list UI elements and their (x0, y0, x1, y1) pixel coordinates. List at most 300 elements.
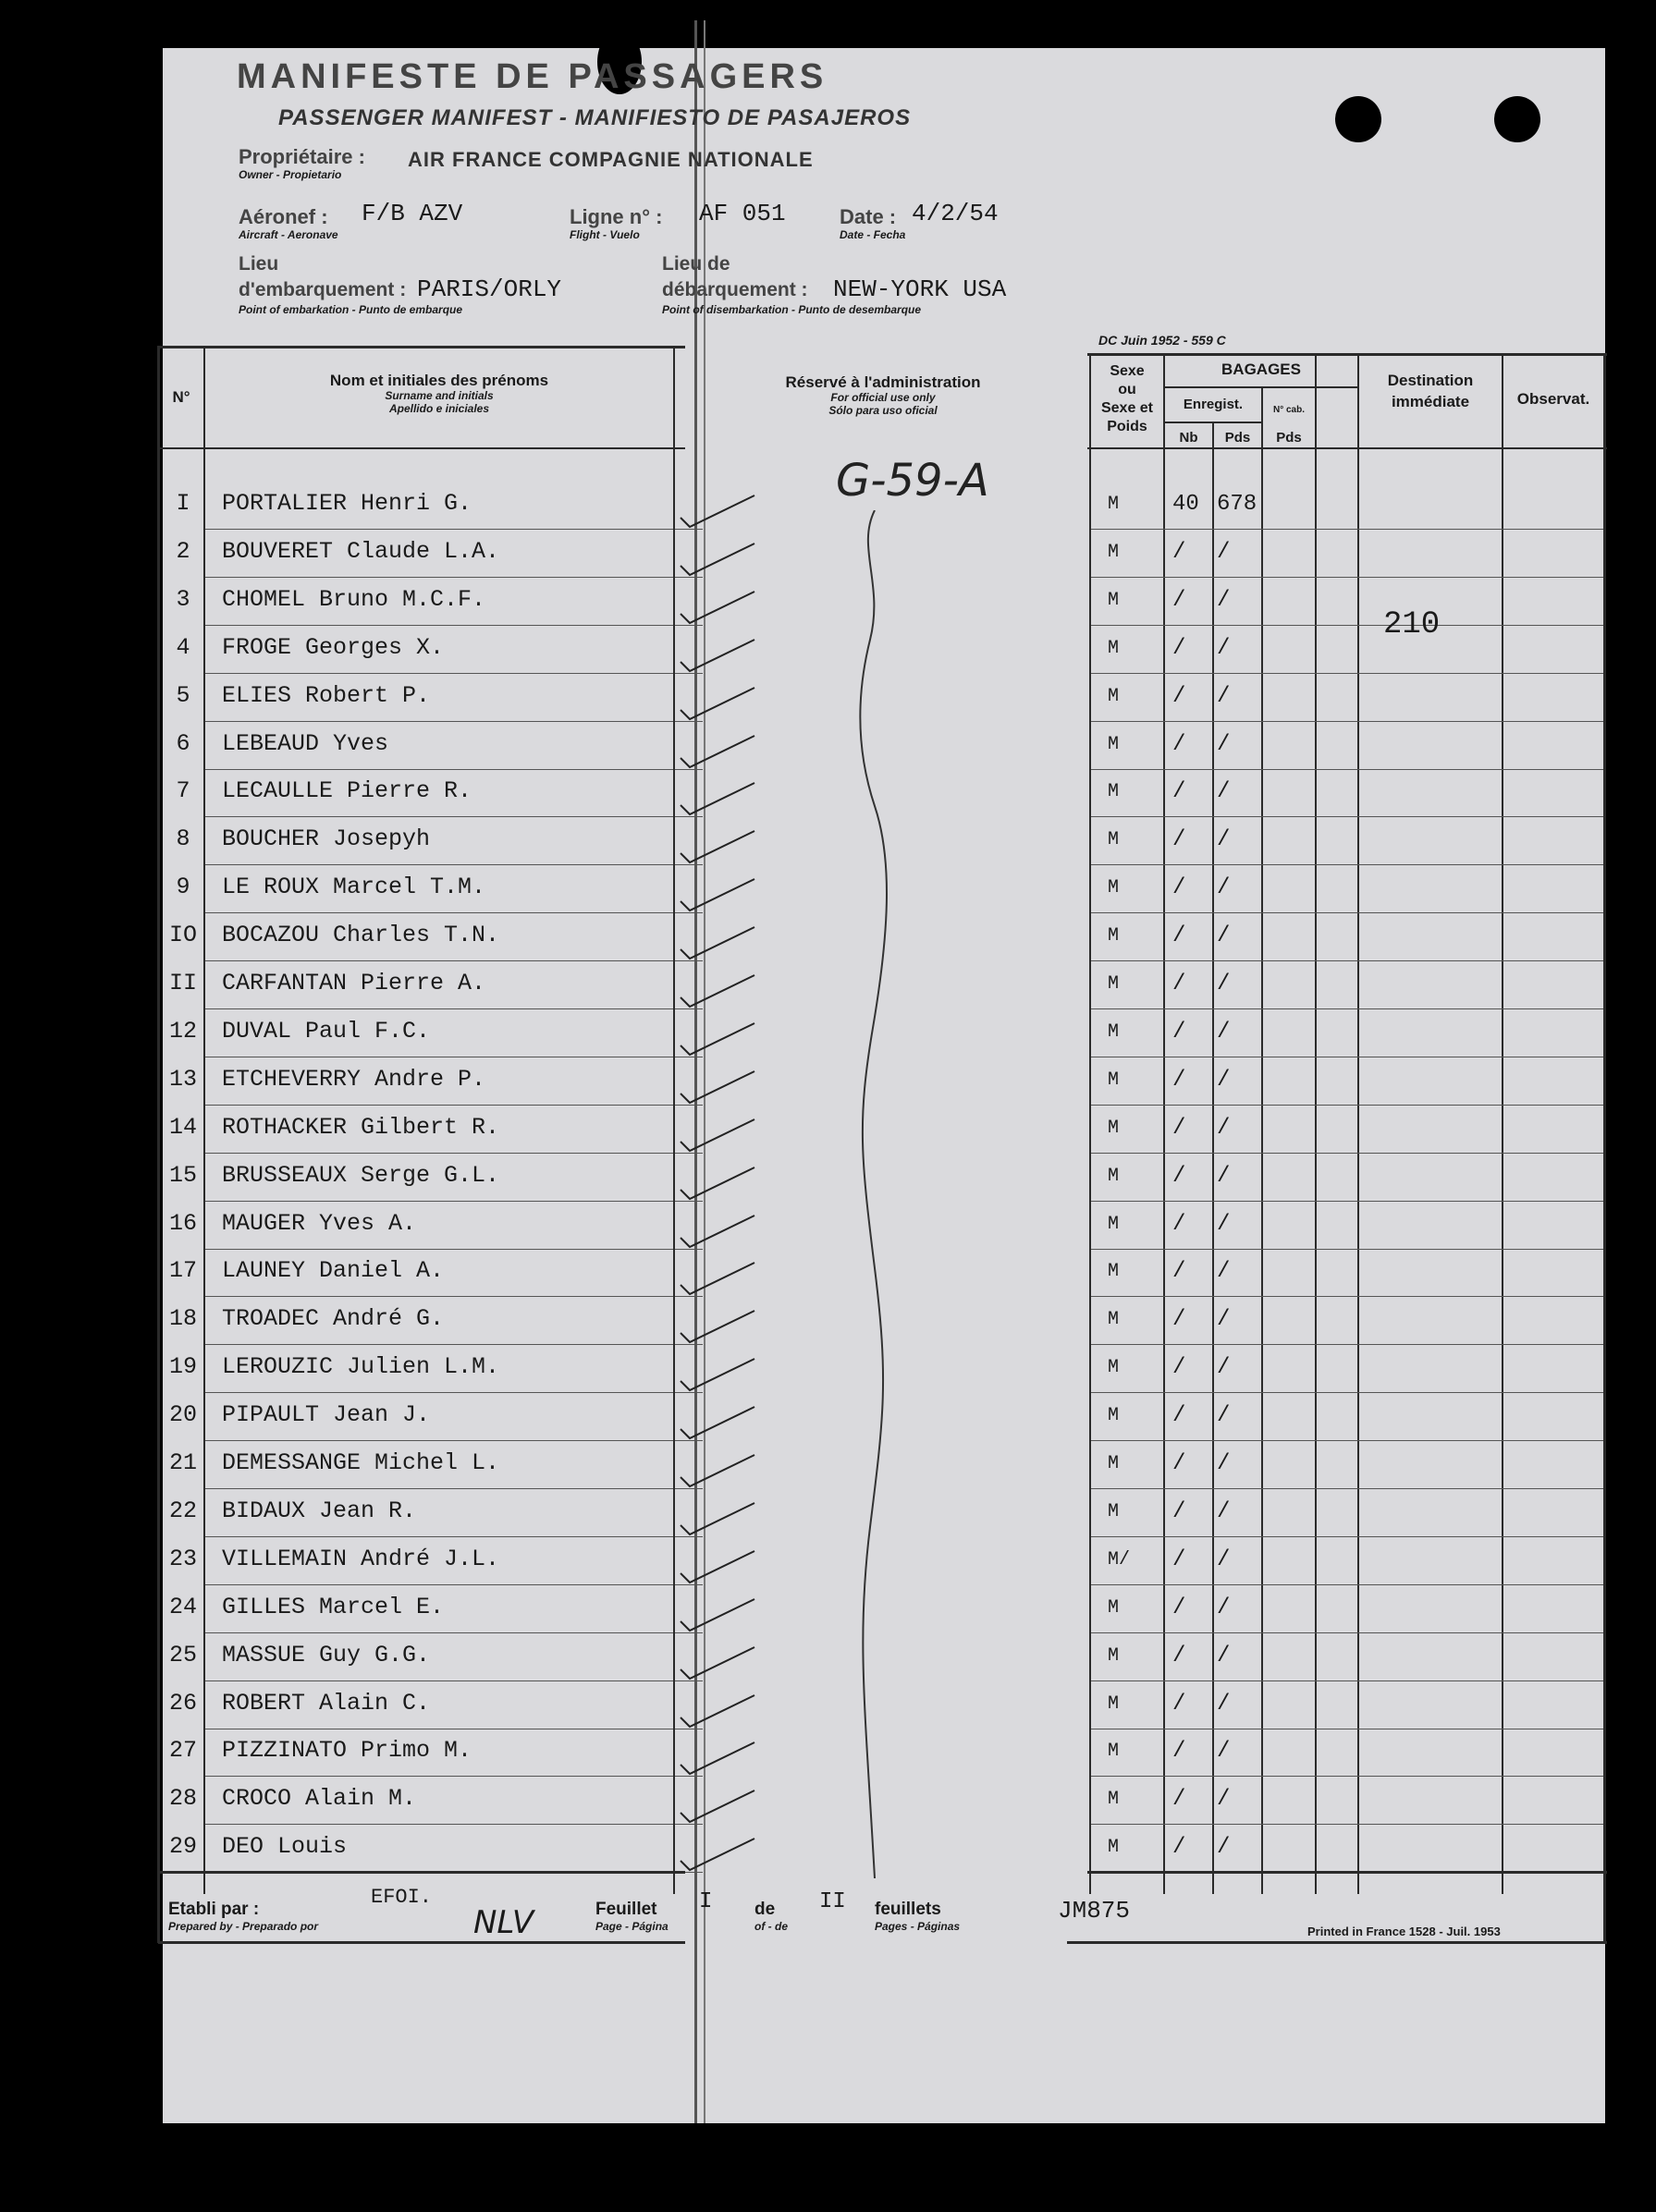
passenger-name: LEROUZIC Julien L.M. (222, 1353, 500, 1380)
footer-top-line (158, 1871, 685, 1874)
baggage-nb: / (1172, 1787, 1186, 1812)
prepared-label: Etabli par : (168, 1900, 260, 1919)
punch-hole-right-1 (1335, 96, 1381, 142)
passenger-name: PIZZINATO Primo M. (222, 1737, 472, 1764)
row-line-right (1091, 577, 1603, 578)
row-number: 2 (176, 538, 190, 565)
passenger-name: CROCO Alain M. (222, 1785, 417, 1812)
row-line-right (1091, 1392, 1603, 1393)
row-line (205, 1776, 673, 1777)
baggage-pds: / (1217, 1212, 1231, 1237)
passenger-name: PORTALIER Henri G. (222, 490, 472, 517)
col-header-no: N° (172, 388, 190, 406)
admin-check-mark (677, 1451, 760, 1488)
passenger-name: CHOMEL Bruno M.C.F. (222, 586, 486, 613)
baggage-pds: / (1217, 875, 1231, 900)
embark-value: PARIS/ORLY (417, 275, 562, 303)
passenger-name: ROTHACKER Gilbert R. (222, 1114, 500, 1141)
row-line (205, 1632, 673, 1633)
col-header-sex-1: Sexe (1110, 363, 1145, 379)
admin-check-mark (677, 1212, 760, 1249)
baggage-nb: / (1172, 1499, 1186, 1524)
passenger-name: BOCAZOU Charles T.N. (222, 922, 500, 948)
baggage-nb: / (1172, 732, 1186, 757)
row-number: 14 (168, 1114, 197, 1141)
row-number: 20 (168, 1401, 197, 1428)
baggage-pds: / (1217, 684, 1231, 709)
row-line-right (1091, 1824, 1603, 1825)
baggage-nb: / (1172, 1644, 1186, 1668)
row-number: 29 (168, 1833, 197, 1860)
row-line-admin (675, 1536, 703, 1537)
admin-check-mark (677, 1692, 760, 1729)
row-line (205, 577, 673, 578)
table-header-bottom (158, 447, 685, 449)
baggage-nb: / (1172, 540, 1186, 565)
passenger-name: VILLEMAIN André J.L. (222, 1546, 500, 1572)
baggage-pds: / (1217, 1787, 1231, 1812)
row-line-admin (675, 577, 703, 578)
of-sub: of - de (754, 1920, 788, 1933)
passenger-sex: M (1108, 1693, 1120, 1715)
admin-check-mark (677, 1499, 760, 1536)
baggage-nb: / (1172, 1403, 1186, 1428)
col-header-dest-2: immédiate (1391, 393, 1470, 410)
baggage-pds: / (1217, 1307, 1231, 1332)
row-number: II (168, 970, 197, 996)
prepared-sub: Prepared by - Preparado por (168, 1920, 319, 1933)
row-line (205, 721, 673, 722)
passenger-sex: M (1108, 590, 1120, 611)
date-label-sub: Date - Fecha (840, 228, 906, 241)
disembark-value: NEW-YORK USA (833, 275, 1007, 303)
passenger-name: ETCHEVERRY Andre P. (222, 1066, 486, 1093)
passenger-sex: M (1108, 1789, 1120, 1810)
row-line (205, 1201, 673, 1202)
row-line (205, 673, 673, 674)
passenger-name: GILLES Marcel E. (222, 1594, 445, 1620)
disembark-label-1: Lieu de (662, 253, 730, 275)
col-header-sex-4: Poids (1107, 419, 1147, 434)
col-header-baggage: BAGAGES (1221, 361, 1301, 378)
destination-note: 210 (1383, 607, 1441, 642)
admin-check-mark (677, 1835, 760, 1872)
baggage-nb: / (1172, 1164, 1186, 1189)
row-line-admin (675, 1824, 703, 1825)
row-line (205, 1344, 673, 1345)
row-line-right (1091, 1776, 1603, 1777)
admin-check-mark (677, 1164, 760, 1201)
row-line-admin (675, 1680, 703, 1681)
aircraft-label-sub: Aircraft - Aeronave (239, 228, 338, 241)
baggage-nb: / (1172, 1020, 1186, 1045)
row-line-admin (675, 1584, 703, 1585)
passenger-sex: M (1108, 638, 1120, 659)
form-code: JM875 (1058, 1897, 1131, 1925)
baggage-pds: / (1217, 1692, 1231, 1717)
of-label: de (754, 1900, 776, 1919)
row-line-admin (675, 769, 703, 770)
row-line-right (1091, 1153, 1603, 1154)
row-number: 24 (168, 1594, 197, 1620)
passenger-name: LAUNEY Daniel A. (222, 1257, 445, 1284)
admin-check-mark (677, 1068, 760, 1105)
passenger-sex: M (1108, 1501, 1120, 1522)
baggage-nb: / (1172, 1692, 1186, 1717)
col-line-left (157, 346, 160, 1894)
row-line-right (1091, 673, 1603, 674)
baggage-nb: / (1172, 1068, 1186, 1093)
row-line-admin (675, 1440, 703, 1441)
passenger-sex: M (1108, 686, 1120, 707)
row-line (205, 529, 673, 530)
col-header-name-label: Nom et initiales des prénoms (329, 372, 549, 389)
baggage-pds: / (1217, 1068, 1231, 1093)
row-number: 18 (168, 1305, 197, 1332)
baggage-nb: / (1172, 1595, 1186, 1620)
baggage-nb: / (1172, 588, 1186, 613)
admin-check-mark (677, 1403, 760, 1440)
row-number: 9 (176, 874, 190, 900)
baggage-pds: 678 (1217, 492, 1257, 517)
admin-check-mark (677, 923, 760, 960)
total-value: II (819, 1889, 846, 1914)
row-number: 15 (168, 1162, 197, 1189)
row-line-right (1091, 1296, 1603, 1297)
admin-check-mark (677, 1116, 760, 1153)
table-top-left (158, 346, 685, 348)
row-number: 27 (168, 1737, 197, 1764)
baggage-nb: / (1172, 684, 1186, 709)
admin-check-mark (677, 1739, 760, 1776)
row-number: IO (168, 922, 197, 948)
aircraft-label: Aéronef : (239, 205, 328, 228)
row-line-admin (675, 912, 703, 913)
col-header-sex-2: ou (1118, 382, 1136, 397)
baggage-pds: / (1217, 779, 1231, 804)
row-line-admin (675, 529, 703, 530)
row-number: 28 (168, 1785, 197, 1812)
row-line (205, 1392, 673, 1393)
row-line-right (1091, 960, 1603, 961)
row-line-admin (675, 1008, 703, 1009)
row-line-admin (675, 864, 703, 865)
baggage-nb: / (1172, 875, 1186, 900)
passenger-sex: M (1108, 734, 1120, 755)
admin-check-mark (677, 1259, 760, 1296)
row-line (205, 1440, 673, 1441)
row-number: 17 (168, 1257, 197, 1284)
row-number: 19 (168, 1353, 197, 1380)
baggage-nb: / (1172, 972, 1186, 996)
owner-label-sub: Owner - Propietario (239, 168, 342, 181)
passenger-sex: M (1108, 781, 1120, 802)
col-header-registered: Enregist. (1183, 397, 1244, 412)
row-line-right (1091, 1584, 1603, 1585)
passenger-name: ROBERT Alain C. (222, 1690, 431, 1717)
passenger-sex: M (1108, 829, 1120, 850)
passenger-sex: M (1108, 1118, 1120, 1139)
baggage-pds: / (1217, 1595, 1231, 1620)
passenger-name: LEBEAUD Yves (222, 730, 389, 757)
passenger-name: BRUSSEAUX Serge G.L. (222, 1162, 500, 1189)
admin-check-mark (677, 779, 760, 816)
admin-check-mark (677, 1547, 760, 1584)
row-line-admin (675, 1392, 703, 1393)
passenger-sex: M (1108, 1645, 1120, 1667)
admin-check-mark (677, 636, 760, 673)
col-header-nb: Nb (1179, 430, 1198, 446)
col-line-nb (1163, 353, 1165, 1894)
embark-label-2: d'embarquement : (239, 279, 407, 300)
row-line-right (1091, 1008, 1603, 1009)
prepared-value: EFOI. (371, 1886, 433, 1909)
baggage-nb: / (1172, 1307, 1186, 1332)
admin-check-mark (677, 540, 760, 577)
baggage-nb: / (1172, 923, 1186, 948)
passenger-sex: M (1108, 1453, 1120, 1474)
baggage-nb: / (1172, 827, 1186, 852)
baggage-pds: / (1217, 636, 1231, 661)
admin-wavy-line (847, 510, 902, 1878)
passenger-name: LECAULLE Pierre R. (222, 777, 472, 804)
baggage-pds: / (1217, 1259, 1231, 1284)
row-line-admin (675, 625, 703, 626)
row-line-right (1091, 1344, 1603, 1345)
row-number: 13 (168, 1066, 197, 1093)
baggage-pds: / (1217, 540, 1231, 565)
baggage-pds: / (1217, 588, 1231, 613)
baggage-pds: / (1217, 923, 1231, 948)
passenger-name: FROGE Georges X. (222, 634, 445, 661)
owner-value: AIR FRANCE COMPAGNIE NATIONALE (408, 148, 814, 171)
row-line-admin (675, 1344, 703, 1345)
baggage-nb: / (1172, 1451, 1186, 1476)
baggage-pds: / (1217, 827, 1231, 852)
row-line-right (1091, 1680, 1603, 1681)
col-header-name-sub2: Apellido e iniciales (388, 402, 490, 415)
row-line-right (1091, 816, 1603, 817)
col-header-dest-1: Destination (1387, 372, 1474, 389)
row-line-admin (675, 1153, 703, 1154)
passenger-sex: M (1108, 1357, 1120, 1378)
baggage-pds: / (1217, 1499, 1231, 1524)
passenger-sex: M (1108, 1741, 1120, 1762)
passenger-name: CARFANTAN Pierre A. (222, 970, 486, 996)
col-line-name (673, 346, 675, 1894)
row-number: 6 (176, 730, 190, 757)
baggage-pds: / (1217, 1547, 1231, 1572)
row-line-admin (675, 1249, 703, 1250)
row-line (205, 1249, 673, 1250)
row-line (205, 912, 673, 913)
passenger-name: DEMESSANGE Michel L. (222, 1449, 500, 1476)
baggage-nb: / (1172, 1547, 1186, 1572)
row-line-right (1091, 864, 1603, 865)
col-header-sex (1091, 362, 1163, 436)
admin-check-mark (677, 972, 760, 1008)
baggage-nb: / (1172, 1116, 1186, 1141)
row-line-admin (675, 816, 703, 817)
passenger-name: MAUGER Yves A. (222, 1210, 417, 1237)
passenger-name: TROADEC André G. (222, 1305, 445, 1332)
passenger-name: DEO Louis (222, 1833, 348, 1860)
row-line (205, 1824, 673, 1825)
passenger-sex: M (1108, 1261, 1120, 1282)
row-number: 26 (168, 1690, 197, 1717)
row-number: 5 (176, 682, 190, 709)
row-line-admin (675, 721, 703, 722)
col-header-name-sub1: Surname and initials (385, 389, 494, 402)
col-line-pds (1212, 422, 1214, 1894)
baggage-nb: / (1172, 1355, 1186, 1380)
manifest-sheet (163, 48, 1605, 2123)
row-line-admin (675, 1776, 703, 1777)
footer-frame-left (157, 1871, 160, 1943)
col-header-observations: Observat. (1516, 390, 1590, 408)
row-line (205, 1008, 673, 1009)
owner-label: Propriétaire : (239, 145, 365, 168)
row-line (205, 1584, 673, 1585)
row-line-right (1091, 1440, 1603, 1441)
row-number: 16 (168, 1210, 197, 1237)
row-line-right (1091, 529, 1603, 530)
baggage-pds: / (1217, 1451, 1231, 1476)
row-number: I (176, 490, 190, 517)
baggage-pds: / (1217, 732, 1231, 757)
row-line-right (1091, 721, 1603, 722)
admin-check-mark (677, 827, 760, 864)
col-header-admin (675, 373, 1091, 417)
row-number: 3 (176, 586, 190, 613)
row-line (205, 1105, 673, 1106)
baggage-pds: / (1217, 1644, 1231, 1668)
embark-label-sub: Point of embarkation - Punto de embarque (239, 303, 463, 316)
baggage-pds: / (1217, 1355, 1231, 1380)
baggage-pds: / (1217, 1835, 1231, 1860)
row-line (205, 625, 673, 626)
footer-top-line-right (1087, 1871, 1607, 1874)
admin-check-mark (677, 1020, 760, 1057)
row-line-right (1091, 1201, 1603, 1202)
row-line-right (1091, 912, 1603, 913)
row-line-admin (675, 1488, 703, 1489)
passenger-name: ELIES Robert P. (222, 682, 431, 709)
row-line (205, 1680, 673, 1681)
passenger-name: MASSUE Guy G.G. (222, 1642, 431, 1668)
row-line-right (1091, 1536, 1603, 1537)
row-line (205, 960, 673, 961)
row-line (205, 1153, 673, 1154)
admin-check-mark (677, 875, 760, 912)
row-line (205, 1488, 673, 1489)
col-header-admin-sub1: For official use only (830, 391, 936, 404)
row-line-admin (675, 960, 703, 961)
sheets-sub: Pages - Páginas (875, 1920, 961, 1933)
baggage-nb: / (1172, 1739, 1186, 1764)
passenger-sex: M (1108, 973, 1120, 995)
sheets-label: feuillets (875, 1900, 941, 1919)
row-line-right (1091, 1632, 1603, 1633)
col-line-pds2 (1315, 353, 1317, 1894)
row-line-right (1091, 1249, 1603, 1250)
col-header-pds2: Pds (1276, 430, 1302, 446)
passenger-name: DUVAL Paul F.C. (222, 1018, 431, 1045)
row-line-admin (675, 673, 703, 674)
admin-check-mark (677, 1595, 760, 1632)
table-top-right (1087, 353, 1607, 356)
row-line-right (1091, 769, 1603, 770)
col-line-right (1603, 353, 1606, 1894)
embark-label-1: Lieu (239, 253, 279, 275)
baggage-pds: / (1217, 1020, 1231, 1045)
footer-bottom-line-right (1067, 1941, 1607, 1944)
passenger-sex: M (1108, 1837, 1120, 1858)
col-line-sex (1089, 353, 1091, 1894)
row-number: 21 (168, 1449, 197, 1476)
baggage-nb: / (1172, 1835, 1186, 1860)
col-header-admin-sub2: Sólo para uso oficial (828, 404, 938, 417)
baggage-nb: 40 (1172, 492, 1199, 517)
row-line (205, 1536, 673, 1537)
row-number: 22 (168, 1497, 197, 1524)
passenger-sex: M (1108, 1309, 1120, 1330)
passenger-sex: M (1108, 1021, 1120, 1043)
passenger-sex: M (1108, 1405, 1120, 1426)
row-line-right (1091, 1105, 1603, 1106)
passenger-sex: M (1108, 494, 1120, 515)
flight-label: Ligne n° : (570, 205, 663, 228)
row-line (205, 864, 673, 865)
admin-check-mark (677, 1644, 760, 1680)
manifest-title: MANIFESTE DE PASSAGERS (237, 57, 828, 96)
admin-note: G-59-A (836, 455, 989, 507)
baggage-pds: / (1217, 1739, 1231, 1764)
sheet-label: Feuillet (595, 1900, 657, 1919)
flight-value: AF 051 (699, 200, 786, 227)
col-header-cab: N° cab. (1272, 405, 1305, 415)
col-header-destination (1359, 372, 1502, 410)
date-label: Date : (840, 205, 897, 228)
col-line-obs (1502, 353, 1503, 1894)
passenger-name: PIPAULT Jean J. (222, 1401, 431, 1428)
punch-hole-right-2 (1494, 96, 1540, 142)
footer-bottom-line (158, 1941, 685, 1944)
row-number: 23 (168, 1546, 197, 1572)
row-line-admin (675, 1296, 703, 1297)
manifest-subtitle: PASSENGER MANIFEST - MANIFIESTO DE PASAJEROS (278, 105, 912, 130)
baggage-pds: / (1217, 972, 1231, 996)
col-line-no (203, 346, 205, 1894)
flight-label-sub: Flight - Vuelo (570, 228, 640, 241)
passenger-sex: M (1108, 1214, 1120, 1235)
baggage-pds: / (1217, 1164, 1231, 1189)
passenger-name: LE ROUX Marcel T.M. (222, 874, 486, 900)
sheet-sub: Page - Página (595, 1920, 669, 1933)
baggage-nb: / (1172, 1212, 1186, 1237)
row-number: 12 (168, 1018, 197, 1045)
signature: NLV (473, 1904, 534, 1941)
row-line-admin (675, 1201, 703, 1202)
sheet-value: I (699, 1889, 713, 1914)
admin-check-mark (677, 588, 760, 625)
date-value: 4/2/54 (912, 200, 999, 227)
baggage-nb: / (1172, 636, 1186, 661)
disembark-label-2: débarquement : (662, 279, 808, 300)
passenger-sex: M (1108, 925, 1120, 947)
printed-note: Printed in France 1528 - Juil. 1953 (1307, 1925, 1501, 1938)
passenger-sex: M (1108, 1166, 1120, 1187)
